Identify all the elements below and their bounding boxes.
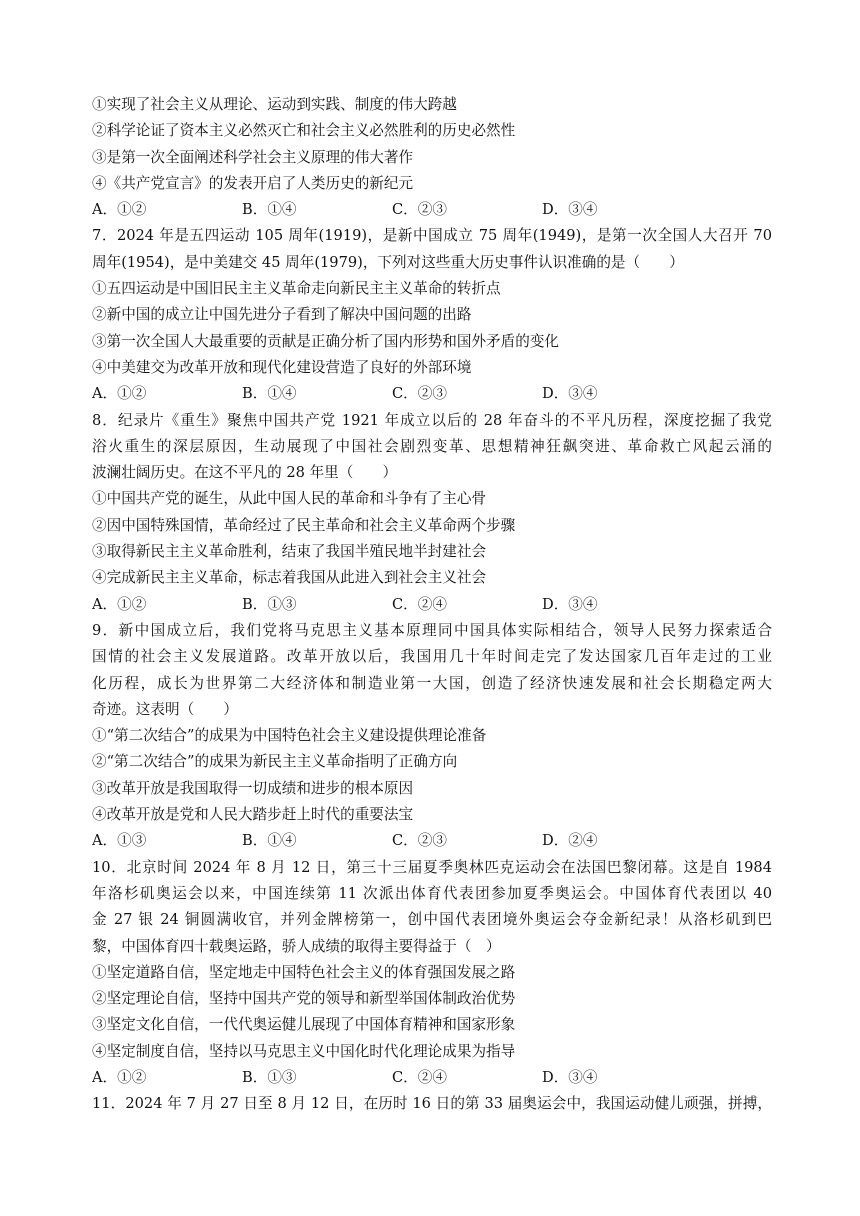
question-stem-line: 7．2024 年是五四运动 105 周年(1919)，是新中国成立 75 周年(1949)，是第一次全国人大召开 70 <box>92 227 772 245</box>
answer-option[interactable]: A．①② <box>92 1068 147 1086</box>
question-stem-line: 金 27 银 24 铜圆满收官，并列金牌榜第一，创中国代表团境外奥运会夺金新纪录！从洛杉矶到巴 <box>92 911 772 929</box>
answer-option[interactable]: C．②③ <box>392 832 447 850</box>
statement-item: ③取得新民主主义革命胜利，结束了我国半殖民地半封建社会 <box>92 543 487 561</box>
statement-item: ③第一次全国人大最重要的贡献是正确分析了国内形势和国外矛盾的变化 <box>92 332 560 350</box>
answer-option[interactable]: A．①③ <box>92 832 147 850</box>
exam-page <box>92 92 772 1118</box>
question-block <box>92 408 772 618</box>
question-block <box>92 1091 772 1117</box>
statement-item: ④中美建交为改革开放和现代化建设营造了良好的外部环境 <box>92 358 472 376</box>
statement-item: ①“第二次结合”的成果为中国特色社会主义建设提供理论准备 <box>92 727 487 745</box>
question-stem-line: 年洛杉矶奥运会以来，中国连续第 11 次派出体育代表团参加夏季奥运会。中国体育代表团以 40 <box>92 884 772 902</box>
statement-item: ③改革开放是我国取得一切成绩和进步的根本原因 <box>92 779 414 797</box>
question-stem-line: 8．纪录片《重生》聚焦中国共产党 1921 年成立以后的 28 年奋斗的不平凡历程，深度挖掘了我党 <box>92 411 772 429</box>
statement-item: ②因中国特殊国情，革命经过了民主革命和社会主义革命两个步骤 <box>92 516 516 534</box>
question-block <box>92 92 772 223</box>
question-block <box>92 855 772 1092</box>
answer-option[interactable]: B．①④ <box>242 385 297 403</box>
answer-option[interactable]: C．②③ <box>392 201 447 219</box>
statement-item: ②坚定理论自信，坚持中国共产党的领导和新型举国体制政治优势 <box>92 990 516 1008</box>
answer-option[interactable]: B．①④ <box>242 201 297 219</box>
statement-item: ①坚定道路自信，坚定地走中国特色社会主义的体育强国发展之路 <box>92 963 516 981</box>
statement-item: ④改革开放是党和人民大踏步赶上时代的重要法宝 <box>92 806 414 824</box>
answer-option[interactable]: D．③④ <box>542 201 598 219</box>
question-stem-line: 奇迹。这表明（ ） <box>92 700 238 718</box>
statement-item: ①五四运动是中国旧民主主义革命走向新民主主义革命的转折点 <box>92 280 501 298</box>
answer-option[interactable]: D．②④ <box>542 832 598 850</box>
question-block <box>92 618 772 855</box>
answer-options <box>92 828 772 854</box>
statement-item: ④《共产党宣言》的发表开启了人类历史的新纪元 <box>92 174 414 192</box>
statement-item: ③是第一次全面阐述科学社会主义原理的伟大著作 <box>92 148 414 166</box>
answer-option[interactable]: D．③④ <box>542 1068 598 1086</box>
question-stem-line: 9．新中国成立后，我们党将马克思主义基本原理同中国具体实际相结合，领导人民努力探索适合 <box>92 621 772 639</box>
statement-item: ④坚定制度自信，坚持以马克思主义中国化时代化理论成果为指导 <box>92 1042 516 1060</box>
statement-item: ④完成新民主主义革命，标志着我国从此进入到社会主义社会 <box>92 569 487 587</box>
question-stem-line: 波澜壮阔历史。在这不平凡的 28 年里（ ） <box>92 464 398 482</box>
answer-options <box>92 381 772 407</box>
question-stem-line: 浴火重生的深层原因，生动展现了中国社会剧烈变革、思想精神狂飙突进、革命救亡风起云涌的 <box>92 437 772 455</box>
answer-option[interactable]: C．②④ <box>392 595 447 613</box>
statement-item: ③坚定文化自信，一代代奥运健儿展现了中国体育精神和国家形象 <box>92 1016 516 1034</box>
statement-item: ②科学论证了资本主义必然灭亡和社会主义必然胜利的历史必然性 <box>92 122 516 140</box>
answer-option[interactable]: B．①③ <box>242 1068 297 1086</box>
question-stem-line: 11．2024 年 7 月 27 日至 8 月 12 日，在历时 16 日的第 33 届奥运会中，我国运动健儿顽强，拼搏， <box>92 1095 772 1113</box>
answer-option[interactable]: A．①② <box>92 595 147 613</box>
statement-item: ②新中国的成立让中国先进分子看到了解决中国问题的出路 <box>92 306 472 324</box>
answer-option[interactable]: A．①② <box>92 201 147 219</box>
statement-item: ①实现了社会主义从理论、运动到实践、制度的伟大跨越 <box>92 96 457 113</box>
answer-option[interactable]: D．③④ <box>542 595 598 613</box>
statement-item: ①中国共产党的诞生，从此中国人民的革命和斗争有了主心骨 <box>92 490 487 508</box>
answer-option[interactable]: C．②③ <box>392 385 447 403</box>
answer-options <box>92 1065 772 1091</box>
question-stem-line: 黎，中国体育四十载奥运路，骄人成绩的取得主要得益于（ ） <box>92 937 501 955</box>
answer-option[interactable]: B．①③ <box>242 595 297 613</box>
question-block <box>92 223 772 407</box>
statement-item: ②“第二次结合”的成果为新民主主义革命指明了正确方向 <box>92 753 458 771</box>
answer-option[interactable]: C．②④ <box>392 1068 447 1086</box>
answer-options <box>92 197 772 223</box>
answer-option[interactable]: D．③④ <box>542 385 598 403</box>
answer-option[interactable]: B．①④ <box>242 832 297 850</box>
question-stem-line: 国情的社会主义发展道路。改革开放以后，我国用几十年时间走完了发达国家几百年走过的工业 <box>92 648 772 666</box>
question-stem-line: 10．北京时间 2024 年 8 月 12 日，第三十三届夏季奥林匹克运动会在法国巴黎闭幕。这是自 1984 <box>92 858 772 876</box>
question-stem-line: 周年(1954)，是中美建交 45 周年(1979)，下列对这些重大历史事件认识准确的是（ ） <box>92 253 684 271</box>
answer-option[interactable]: A．①② <box>92 385 147 403</box>
question-stem-line: 化历程，成长为世界第二大经济体和制造业第一大国，创造了经济快速发展和社会长期稳定两大 <box>92 674 772 692</box>
answer-options <box>92 592 772 618</box>
